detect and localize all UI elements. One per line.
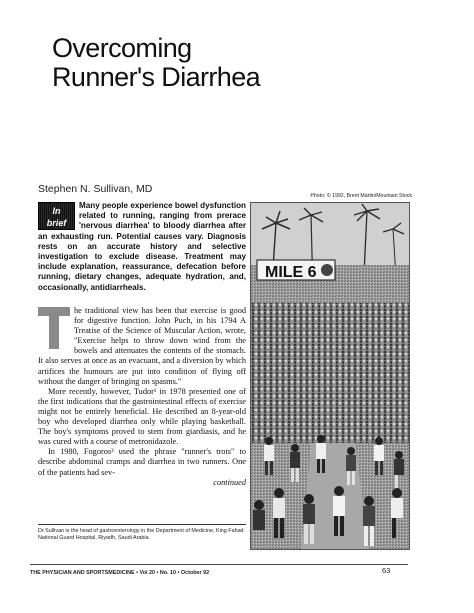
footer-rule <box>30 564 408 565</box>
in-brief-summary <box>38 201 246 293</box>
body-paragraph-1 <box>38 306 246 387</box>
badge-line-2: brief <box>46 218 67 228</box>
title-line-1: Overcoming <box>52 33 192 63</box>
drop-cap-t <box>38 307 70 349</box>
continued-label: continued <box>213 477 246 487</box>
article-body <box>38 306 246 488</box>
body-paragraph-3: In 1980, Fogoros² used the phrase "runner's trots" to describe abdominal cramps and diarrhea in two runners. One of the patients had sev- <box>38 447 246 477</box>
body-paragraph-2: More recently, however, Tudor¹ in 1978 presented one of the first indications that the gastrointestinal effects of exercise might not be entirely beneficial. He described an 8-year-old boy who developed diarrhea only while playing basketball. The boy's symptoms proved to stem from giardiasis, and he was cured with a course of metronidazole. <box>38 386 246 447</box>
title-line-2: Runner's Diarrhea <box>52 62 261 92</box>
author-byline: Stephen N. Sullivan, MD <box>38 183 153 195</box>
journal-footer: THE PHYSICIAN AND SPORTSMEDICINE • Vol 20 • No. 10 • October 92 <box>30 570 210 576</box>
in-brief-badge <box>38 202 75 230</box>
mile-sign-text: MILE 6 <box>265 264 317 281</box>
footnote-rule <box>38 524 246 525</box>
article-title <box>52 34 412 92</box>
author-footnote: Dr Sullivan is the head of gastroenterology in the Department of Medicine, King Fahad National Guard Hospital, Riyadh, Saudi Arabia. <box>38 528 244 541</box>
page-number: 63 <box>382 566 391 575</box>
badge-line-1: In <box>52 206 61 216</box>
body-paragraph-1-text: he traditional view has been that exercise is good for digestive function. John Puch, in his 1794 A Treatise of the Science of Muscular Action, wrote, "Exercise helps to throw down wind from the bowels and attenuates the contents of the stomach. It also serves at once as an evacuant, and a diversion by which artifices the humours are put into condition of flying off without the danger of bringing on spasms." <box>38 306 246 386</box>
photo-credit: Photo: © 1992, Brent Martin/Mountain Stock <box>310 193 412 199</box>
marathon-photo-illustration <box>251 203 409 549</box>
marathon-photo <box>250 202 410 550</box>
in-brief-text: Many people experience bowel dysfunction related to running, ranging from prerace 'nervous diarrhea' to bloody diarrhea after an exhausting run. Potential causes vary. Diagnosis rests on an accurate history and selective investigation to exclude disease. Treatment may include explanation, reassurance, defecation before running, dietary changes, adequate hydration, and, occasionally, antidiarrheals. <box>38 201 246 292</box>
